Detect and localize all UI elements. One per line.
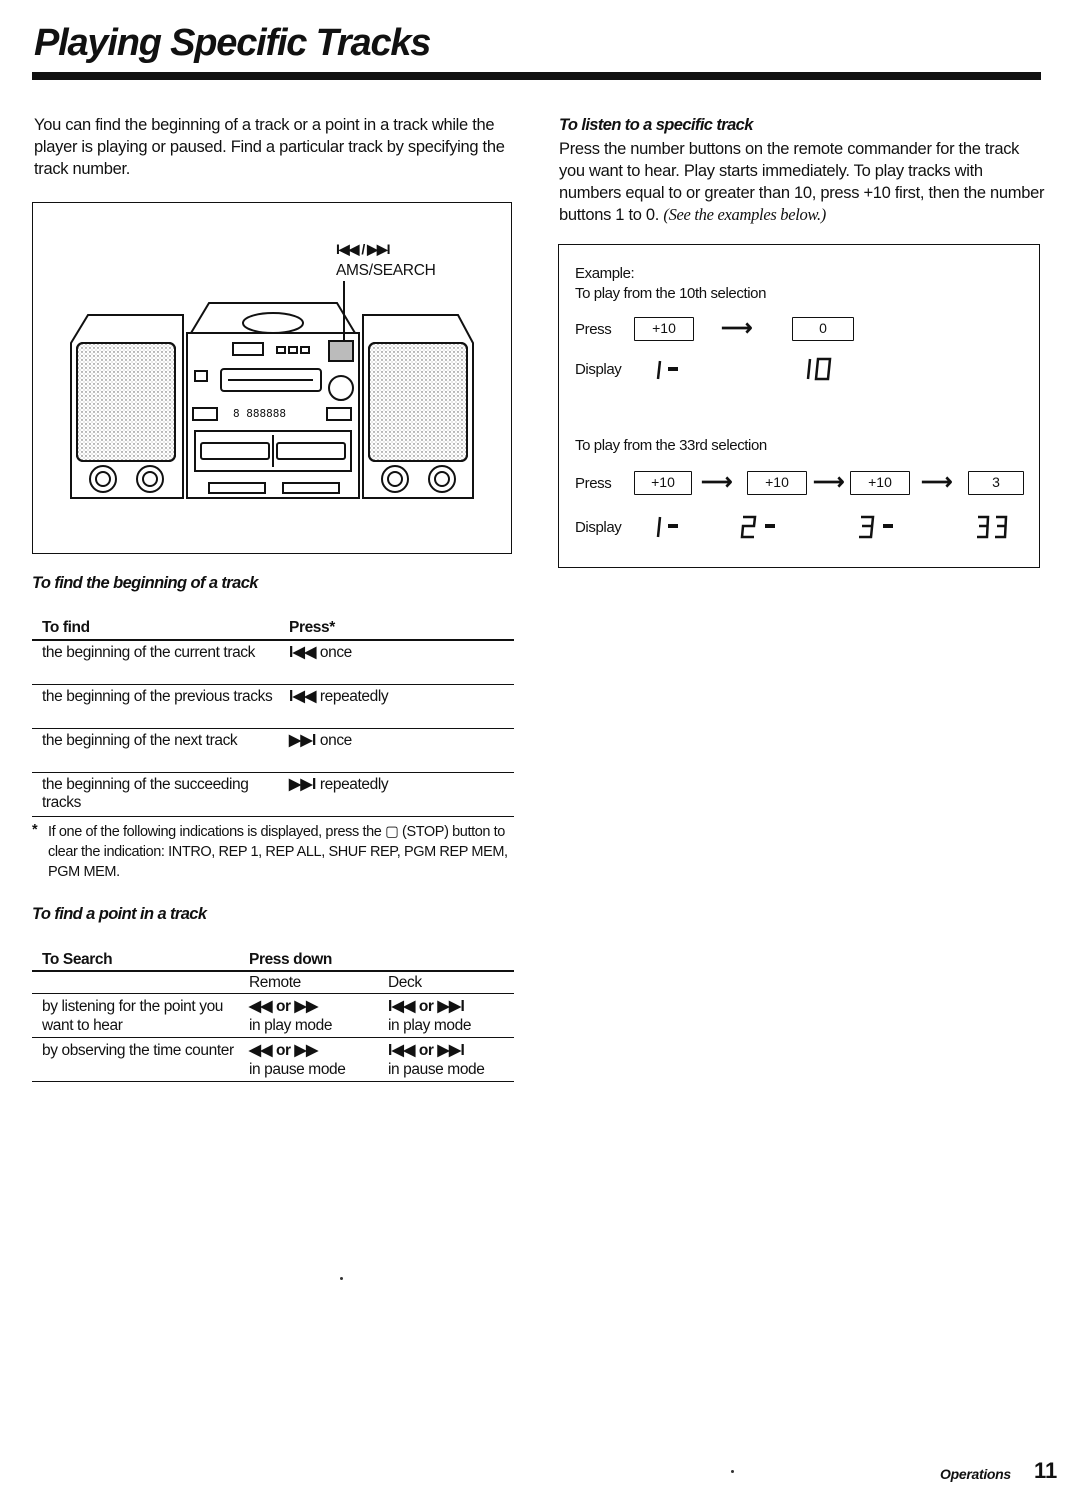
- listen-specific-paragraph: [559, 138, 1045, 226]
- ams-search-label: AMS/SEARCH: [336, 262, 436, 279]
- display-label: Display: [575, 361, 622, 378]
- press-action: repeatedly: [319, 776, 389, 793]
- col-header-find: To find: [32, 618, 279, 640]
- deck-buttons: I◀◀ or ▶▶I: [388, 998, 465, 1015]
- press-cell: [279, 685, 514, 729]
- footnote: [32, 822, 514, 882]
- find-cell: the beginning of the previous tracks: [32, 685, 279, 729]
- deck-cell: [388, 1038, 514, 1082]
- table-subheader-row: [32, 971, 514, 994]
- page-title: Playing Specific Tracks: [34, 22, 431, 64]
- table-header-row: [32, 950, 514, 971]
- display-readout: [804, 355, 844, 383]
- stereo-illustration: [33, 203, 511, 553]
- example-case2: To play from the 33rd selection: [575, 437, 767, 454]
- find-point-heading: To find a point in a track: [32, 905, 207, 923]
- press-action: repeatedly: [319, 688, 389, 705]
- find-beginning-table: [32, 618, 514, 817]
- svg-text:8 888888: 8 888888: [233, 407, 286, 420]
- find-beginning-heading: To find the beginning of a track: [32, 574, 258, 592]
- footnote-text: If one of the following indications is displayed, press the ▢ (STOP) button to clear the indication: INTRO, REP 1, REP ALL, SHUF REP, PGM REP MEM, PGM MEM.: [48, 824, 508, 880]
- remote-cell: [249, 994, 388, 1038]
- display-readout: [857, 513, 913, 541]
- arrow-icon: ⟶: [813, 469, 845, 494]
- search-cell: by observing the time counter: [32, 1038, 249, 1082]
- col-header-search: To Search: [32, 950, 249, 971]
- print-speck: [340, 1277, 343, 1280]
- listen-specific-note: (See the examples below.): [663, 205, 826, 224]
- press-cell: [279, 773, 514, 817]
- find-cell: the beginning of the succeeding tracks: [32, 773, 279, 817]
- remote-mode: in play mode: [249, 1017, 333, 1034]
- remote-buttons: ◀◀ or ▶▶: [249, 998, 318, 1015]
- remote-cell: [249, 1038, 388, 1082]
- plus10-button: +10: [634, 471, 692, 495]
- find-point-table: [32, 950, 514, 1082]
- display-readout: [654, 357, 694, 383]
- press-cell: [279, 729, 514, 773]
- stereo-figure: [32, 202, 512, 554]
- table-row: [32, 773, 514, 817]
- press-action: once: [319, 732, 352, 749]
- find-cell: the beginning of the next track: [32, 729, 279, 773]
- listen-specific-text: Press the number buttons on the remote commander for the track you want to hear. Play starts immediately. To play tracks with numbers equal to or greater than 10, press +10 first, then the number buttons 1 to 0.: [559, 140, 1045, 224]
- print-speck: [731, 1470, 734, 1473]
- example-label: Example:: [575, 265, 635, 282]
- col-header-deck: Deck: [388, 971, 514, 994]
- previous-track-icon: I◀◀: [289, 688, 316, 705]
- col-header-press: Press*: [279, 618, 514, 640]
- press-action: once: [319, 644, 352, 661]
- plus10-button: +10: [634, 317, 694, 341]
- display-readout: [975, 513, 1015, 541]
- deck-mode: in play mode: [388, 1017, 472, 1034]
- title-rule: [32, 72, 1041, 80]
- table-row: [32, 685, 514, 729]
- three-button: 3: [968, 471, 1024, 495]
- table-row: [32, 729, 514, 773]
- remote-mode: in pause mode: [249, 1061, 346, 1078]
- footer-section-label: Operations: [940, 1466, 1011, 1482]
- deck-mode: in pause mode: [388, 1061, 485, 1078]
- press-cell: [279, 640, 514, 685]
- previous-track-icon: I◀◀: [289, 644, 316, 661]
- main-unit: [187, 303, 359, 498]
- next-track-icon: ▶▶I: [289, 776, 316, 793]
- next-track-icon: ▶▶I: [289, 732, 316, 749]
- listen-specific-heading: To listen to a specific track: [559, 116, 753, 134]
- example-case1: To play from the 10th selection: [575, 285, 767, 302]
- footnote-mark: *: [32, 822, 38, 838]
- arrow-icon: ⟶: [701, 469, 733, 494]
- plus10-button: +10: [850, 471, 910, 495]
- press-label: Press: [575, 475, 612, 492]
- display-label: Display: [575, 519, 622, 536]
- left-speaker: [71, 315, 183, 498]
- deck-cell: [388, 994, 514, 1038]
- example-box: [558, 244, 1040, 568]
- arrow-icon: ⟶: [921, 469, 953, 494]
- ams-search-icons: I◀◀ / ▶▶I: [336, 241, 390, 257]
- intro-paragraph: You can find the beginning of a track or a point in a track while the player is playing or paused. Find a particular track by specifying the track number.: [34, 116, 505, 178]
- zero-button: 0: [792, 317, 854, 341]
- col-header-remote: Remote: [249, 971, 388, 994]
- table-header-row: [32, 618, 514, 640]
- display-readout: [654, 513, 694, 541]
- remote-buttons: ◀◀ or ▶▶: [249, 1042, 318, 1059]
- page-number: 11: [1034, 1458, 1058, 1483]
- table-row: [32, 640, 514, 685]
- right-speaker: [363, 315, 473, 498]
- search-cell: by listening for the point you want to hear: [32, 994, 249, 1038]
- col-header-press-down: Press down: [249, 950, 514, 971]
- press-label: Press: [575, 321, 612, 338]
- deck-buttons: I◀◀ or ▶▶I: [388, 1042, 465, 1059]
- display-readout: [739, 513, 795, 541]
- table-row: [32, 994, 514, 1038]
- table-row: [32, 1038, 514, 1082]
- plus10-button: +10: [747, 471, 807, 495]
- arrow-icon: ⟶: [721, 315, 753, 340]
- find-cell: the beginning of the current track: [32, 640, 279, 685]
